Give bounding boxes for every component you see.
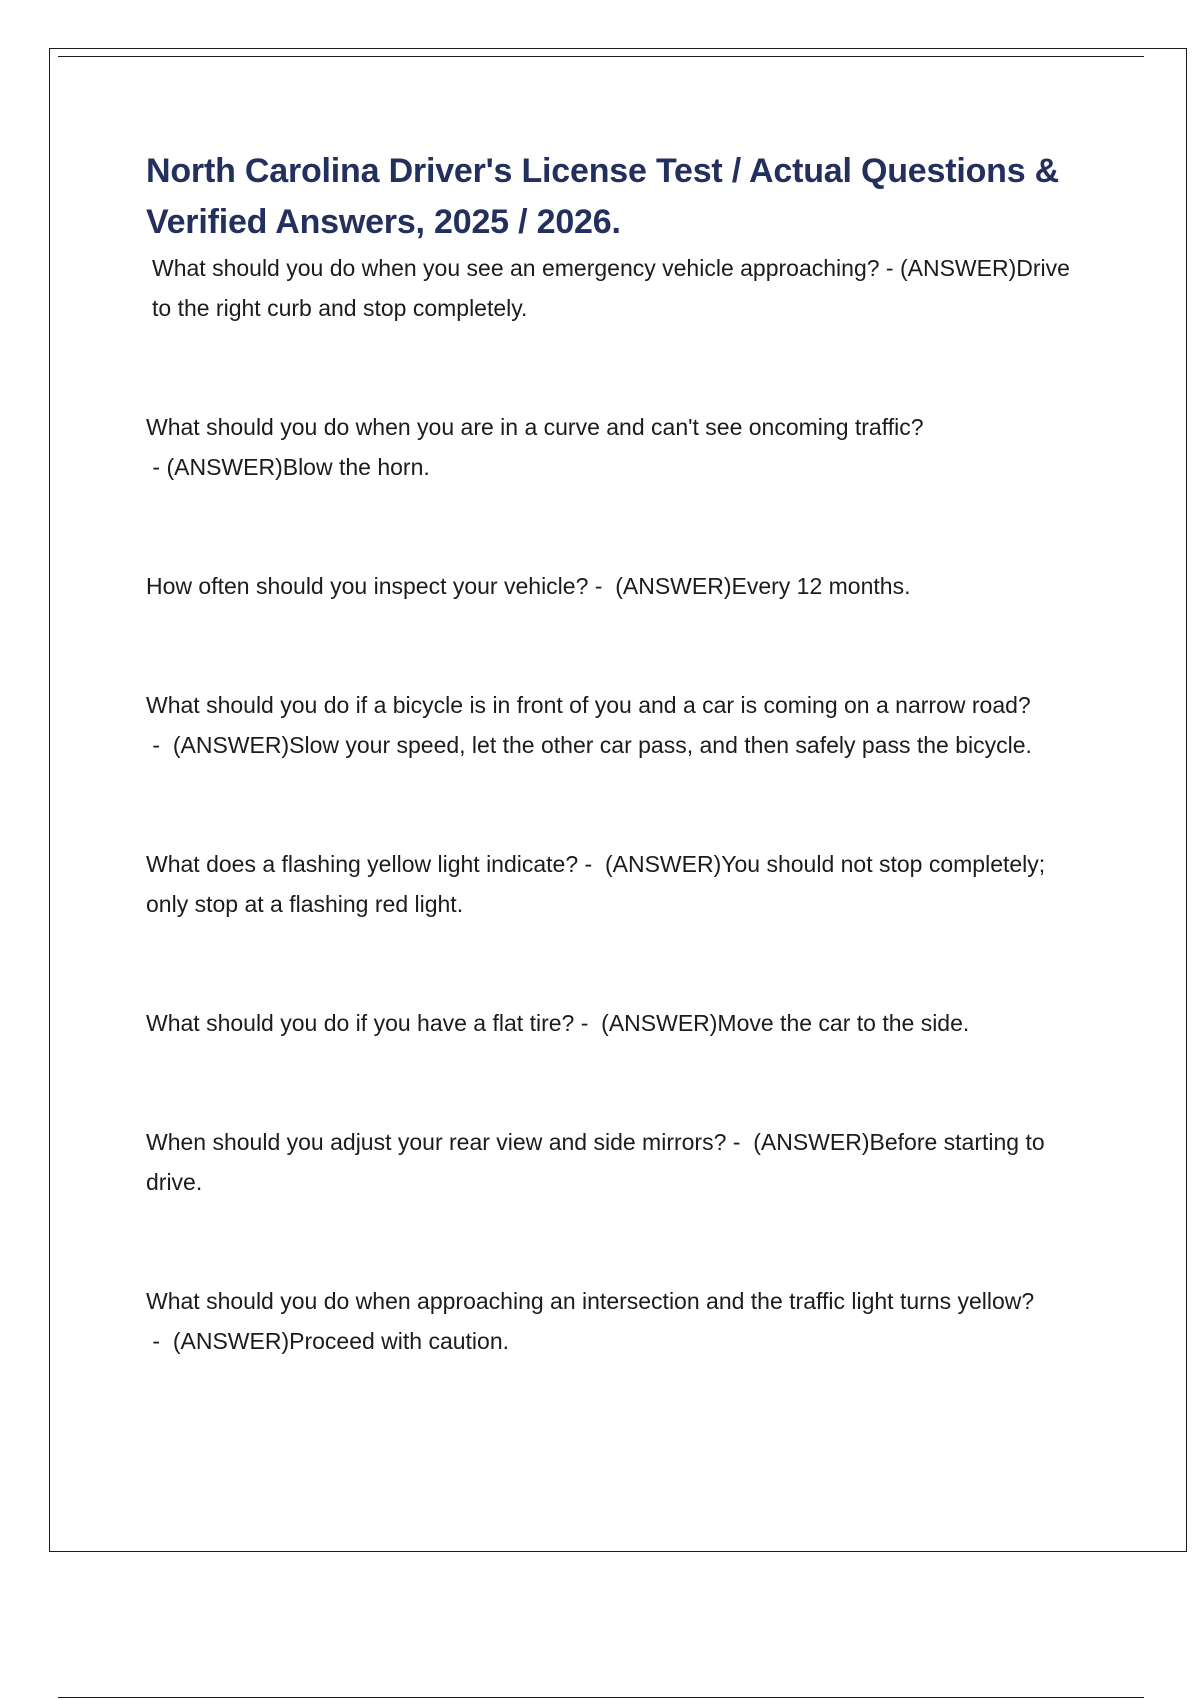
qa-separator: - xyxy=(574,1010,602,1036)
qa-separator: - xyxy=(726,1129,754,1155)
question-text: What should you do when you see an emergency vehicle approaching? xyxy=(152,255,880,281)
qa-separator: - xyxy=(146,732,173,758)
qa-item xyxy=(146,1003,1076,1043)
answer-text: (ANSWER)Proceed with caution. xyxy=(172,1328,510,1354)
question-text: What should you do when you are in a curve and can't see oncoming traffic? xyxy=(146,414,924,440)
answer-text: (ANSWER)Slow your speed, let the other car pass, and then safely pass the bicycle. xyxy=(172,732,1032,758)
qa-separator: - xyxy=(588,573,616,599)
qa-item xyxy=(146,685,1076,765)
qa-separator: - xyxy=(578,851,605,877)
header-rule xyxy=(58,56,1144,57)
answer-text: (ANSWER)Before starting to drive. xyxy=(146,1129,1045,1195)
qa-item xyxy=(146,844,1076,924)
answer-text: (ANSWER)Blow the horn. xyxy=(166,454,430,480)
answer-text: (ANSWER)Move the car to the side. xyxy=(601,1010,970,1036)
qa-item xyxy=(146,1281,1076,1361)
qa-separator: - xyxy=(879,255,900,281)
answer-text: (ANSWER)Every 12 months. xyxy=(615,573,911,599)
qa-item xyxy=(146,248,1076,328)
question-text: What does a flashing yellow light indicate? xyxy=(146,851,579,877)
question-text: What should you do if a bicycle is in front of you and a car is coming on a narrow road? xyxy=(146,692,1031,718)
answer-text: (ANSWER)You should not stop completely; only stop at a flashing red light. xyxy=(146,851,1046,917)
qa-separator: - xyxy=(146,454,167,480)
question-text: How often should you inspect your vehicle? xyxy=(146,573,589,599)
document-title: North Carolina Driver's License Test / Actual Questions & Verified Answers, 2025 / 2026. xyxy=(146,152,1060,241)
qa-item xyxy=(146,566,1076,606)
document-body xyxy=(146,146,1076,1440)
question-text: What should you do if you have a flat tire? xyxy=(146,1010,575,1036)
answer-text: (ANSWER)Drive to the right curb and stop completely. xyxy=(152,255,1070,321)
question-text: What should you do when approaching an intersection and the traffic light turns yellow? xyxy=(146,1288,1035,1314)
qa-item xyxy=(146,1122,1076,1202)
question-text: When should you adjust your rear view and side mirrors? xyxy=(146,1129,727,1155)
qa-separator: - xyxy=(146,1328,173,1354)
qa-list xyxy=(146,248,1076,1361)
qa-item xyxy=(146,407,1076,487)
footer-rule xyxy=(58,1697,1144,1698)
